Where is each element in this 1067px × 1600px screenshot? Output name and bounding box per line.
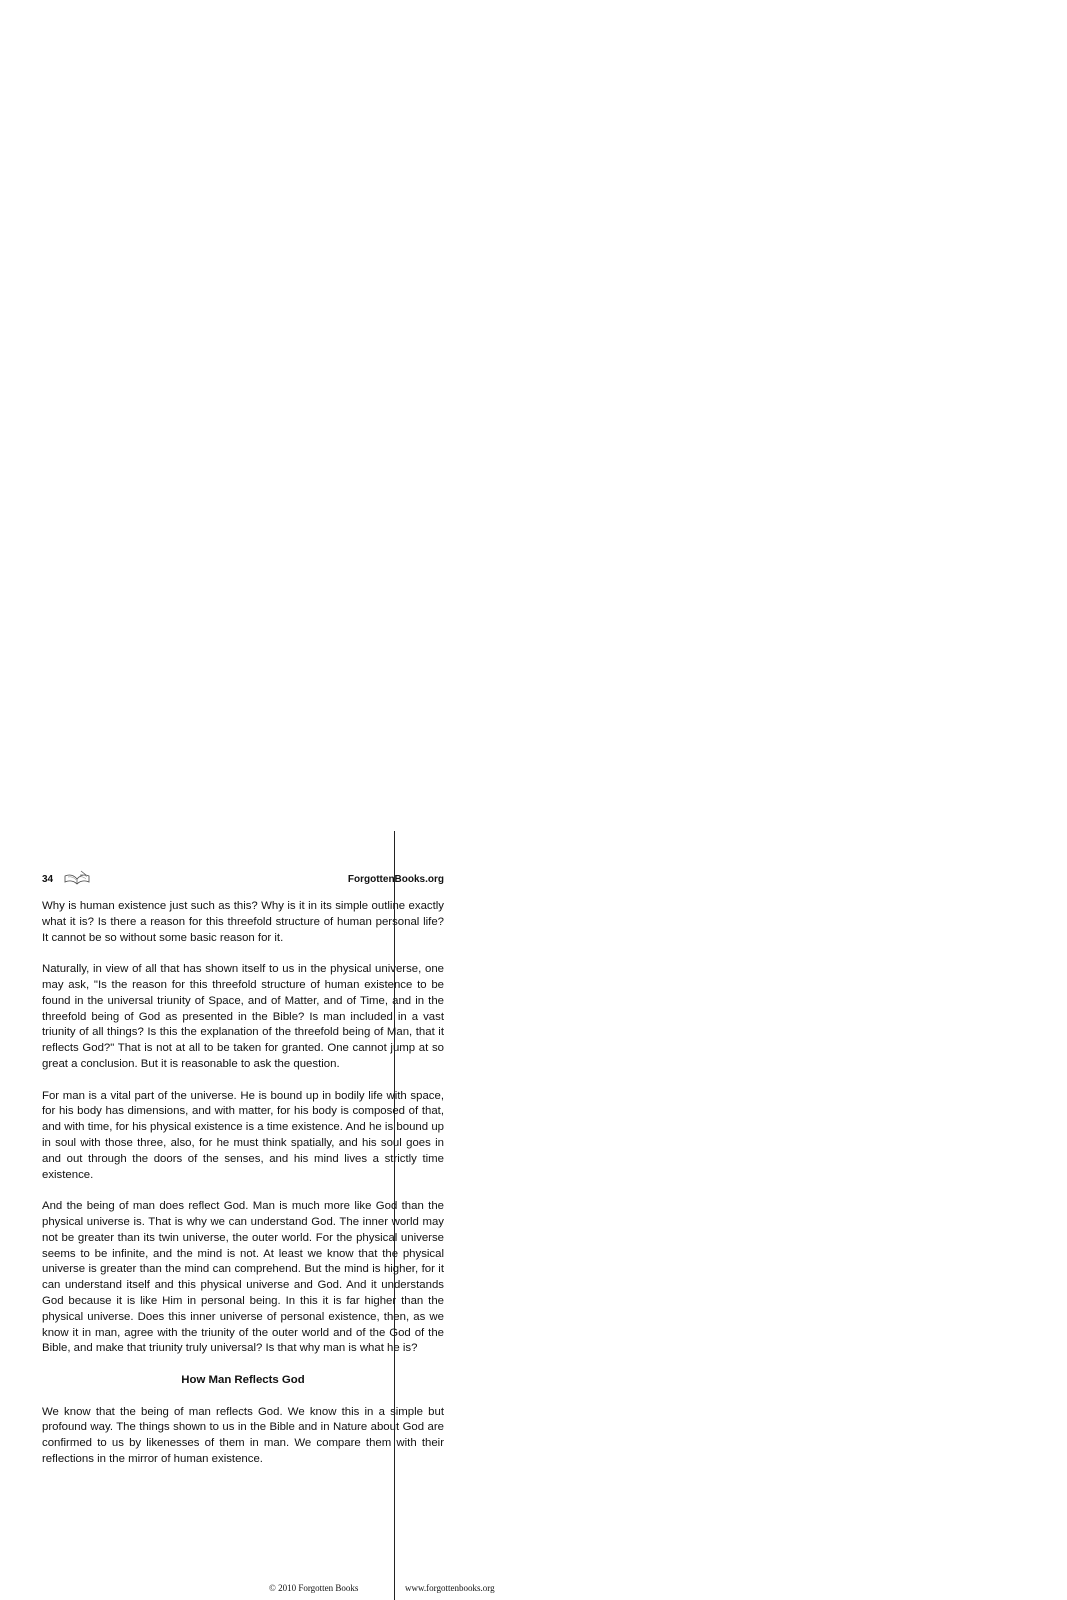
paragraph-2: Naturally, in view of all that has shown itself to us in the physical universe, one may ask, "Is the reason for this threefold structure of human existence to be found in the universal triunity of Space, and of Matter, and of Time, and in the threefold being of God as presented in the Bible? Is man included in a vast triunity of all things? Is this the explanation of the threefold being of Man, that it reflects God?" That is not at all to be taken for granted. One cannot jump at so great a conclusion. But it is reasonable to ask the question. [42,963,444,1070]
open-book-icon [64,870,90,889]
page-header [42,874,444,890]
section-heading: How Man Reflects God [181,1373,305,1386]
footer-url: www.forgottenbooks.org [405,1583,495,1593]
paragraph-4: And the being of man does reflect God. Man is much more like God than the physical universe is. That is why we can understand God. The inner world may not be greater than its twin universe, the outer world. For the physical universe seems to be infinite, and the mind is not. At least we know that the physical universe is greater than the mind can comprehend. But the mind is higher, for it can understand itself and this physical universe and God. And it understands God because it is like Him in personal being. In this it is far higher than the physical universe. Does this inner universe of personal existence, then, as we know it in man, agree with the triunity of the outer world and of the God of the Bible, and make that triunity truly universal? Is that why man is what he is? [42,1200,444,1355]
paragraph-5: We know that the being of man reflects God. We know this in a simple but profound way. The things shown to us in the Bible and in Nature about God are confirmed to us by likenesses of them in man. We compare them with their reflections in the mirror of human existence. [42,1405,444,1465]
footer-copyright: © 2010 Forgotten Books [269,1583,359,1593]
paragraph-3: For man is a vital part of the universe. He is bound up in bodily life with space, for his body has dimensions, and with matter, for his body is composed of that, and with time, for his physical existence is a time existence. And he is bound up in soul with those three, also, for he must think spatially, and his soul goes in and out through the doors of the senses, and his mind lives a strictly time existence. [42,1089,444,1181]
page-number: 34 [42,874,54,885]
page-body [42,899,444,1483]
paragraph-1: Why is human existence just such as this? Why is it in its simple outline exactly what it is? Is there a reason for this threefold structure of human personal life? It cannot be so without some basic reason for it. [42,900,444,944]
site-name: ForgottenBooks.org [347,874,444,885]
